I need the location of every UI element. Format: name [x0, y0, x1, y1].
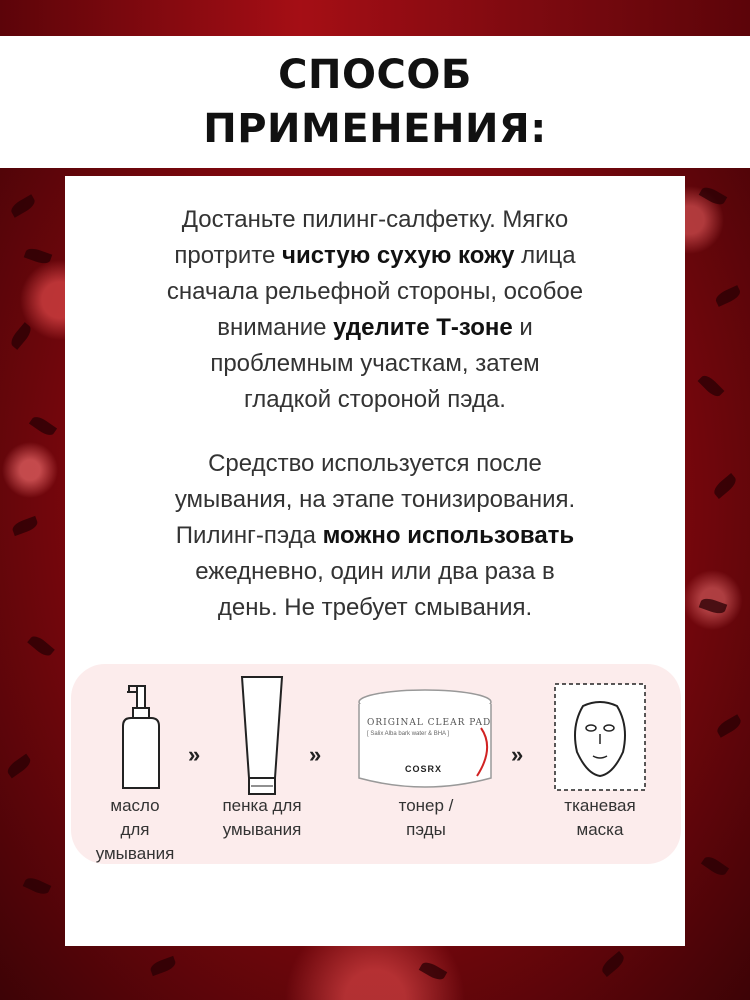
- text-run: гладкой стороной пэда.: [244, 386, 506, 413]
- text-line: [65, 238, 685, 274]
- instructions-card: [65, 176, 685, 946]
- step-label-line: умывания: [95, 844, 175, 863]
- instruction-paragraph-1: [65, 202, 685, 418]
- text-run: лица: [514, 242, 576, 269]
- text-run: день. Не требует смывания.: [217, 594, 533, 621]
- top-decorative-strip: [0, 0, 750, 36]
- text-line: [65, 346, 685, 382]
- text-line: [65, 446, 685, 482]
- title-banner: [0, 36, 750, 168]
- text-run: внимание: [217, 314, 334, 341]
- jar-brand-logo: COSRX: [405, 764, 443, 774]
- page-title-line-1: СПОСОБ: [278, 52, 472, 98]
- text-line: [65, 202, 685, 238]
- pad-jar-icon: [353, 688, 497, 792]
- text-line: [65, 310, 685, 346]
- step-label-mask: [541, 794, 659, 842]
- text-line: [65, 482, 685, 518]
- chevron-double-right-icon: »: [188, 742, 201, 767]
- step-label-line: пэды: [406, 820, 446, 839]
- text-run: Пилинг-пэда: [175, 522, 323, 549]
- text-run: проблемным участкам, затем: [210, 350, 540, 377]
- text-run: протрите: [174, 242, 283, 269]
- step-label-line: для: [120, 820, 150, 839]
- chevron-double-right-icon: »: [309, 742, 322, 767]
- step-label-line: маска: [576, 820, 624, 839]
- oil-bottle-icon: [119, 682, 163, 792]
- bold-phrase: можно использовать: [322, 522, 575, 549]
- step-label-foam: [199, 794, 325, 842]
- sheet-mask-icon: [553, 682, 647, 792]
- text-line: [65, 274, 685, 310]
- text-line: [65, 554, 685, 590]
- bold-phrase: чистую сухую кожу: [282, 242, 515, 269]
- step-label-line: тонер /: [398, 796, 454, 815]
- text-run: и: [512, 314, 533, 341]
- step-label-line: пенка для: [222, 796, 302, 815]
- routine-steps-panel: [71, 664, 681, 864]
- text-line: [65, 590, 685, 626]
- text-line: [65, 518, 685, 554]
- text-run: сначала рельефной стороны, особое: [166, 278, 584, 305]
- jar-label-line2: [ Salix Alba bark water & BHA ]: [367, 731, 450, 737]
- text-run: ежедневно, один или два раза в: [195, 558, 555, 585]
- step-label-line: умывания: [222, 820, 302, 839]
- step-label-oil: [71, 794, 199, 866]
- page-title-line-2: ПРИМЕНЕНИЯ:: [203, 106, 547, 152]
- jar-label-line1: ORIGINAL CLEAR PAD: [367, 718, 492, 728]
- text-run: Средство используется после: [208, 450, 542, 477]
- step-label-toner: [361, 794, 491, 842]
- step-label-line: масло: [110, 796, 160, 815]
- step-label-line: тканевая: [564, 796, 636, 815]
- text-run: умывания, на этапе тонизирования.: [174, 486, 576, 513]
- chevron-double-right-icon: »: [511, 742, 524, 767]
- instruction-paragraph-2: [65, 446, 685, 626]
- text-line: [65, 382, 685, 418]
- text-run: Достаньте пилинг-салфетку. Мягко: [181, 206, 569, 233]
- foam-tube-icon: [239, 674, 285, 798]
- bold-phrase: уделите Т-зоне: [333, 314, 513, 341]
